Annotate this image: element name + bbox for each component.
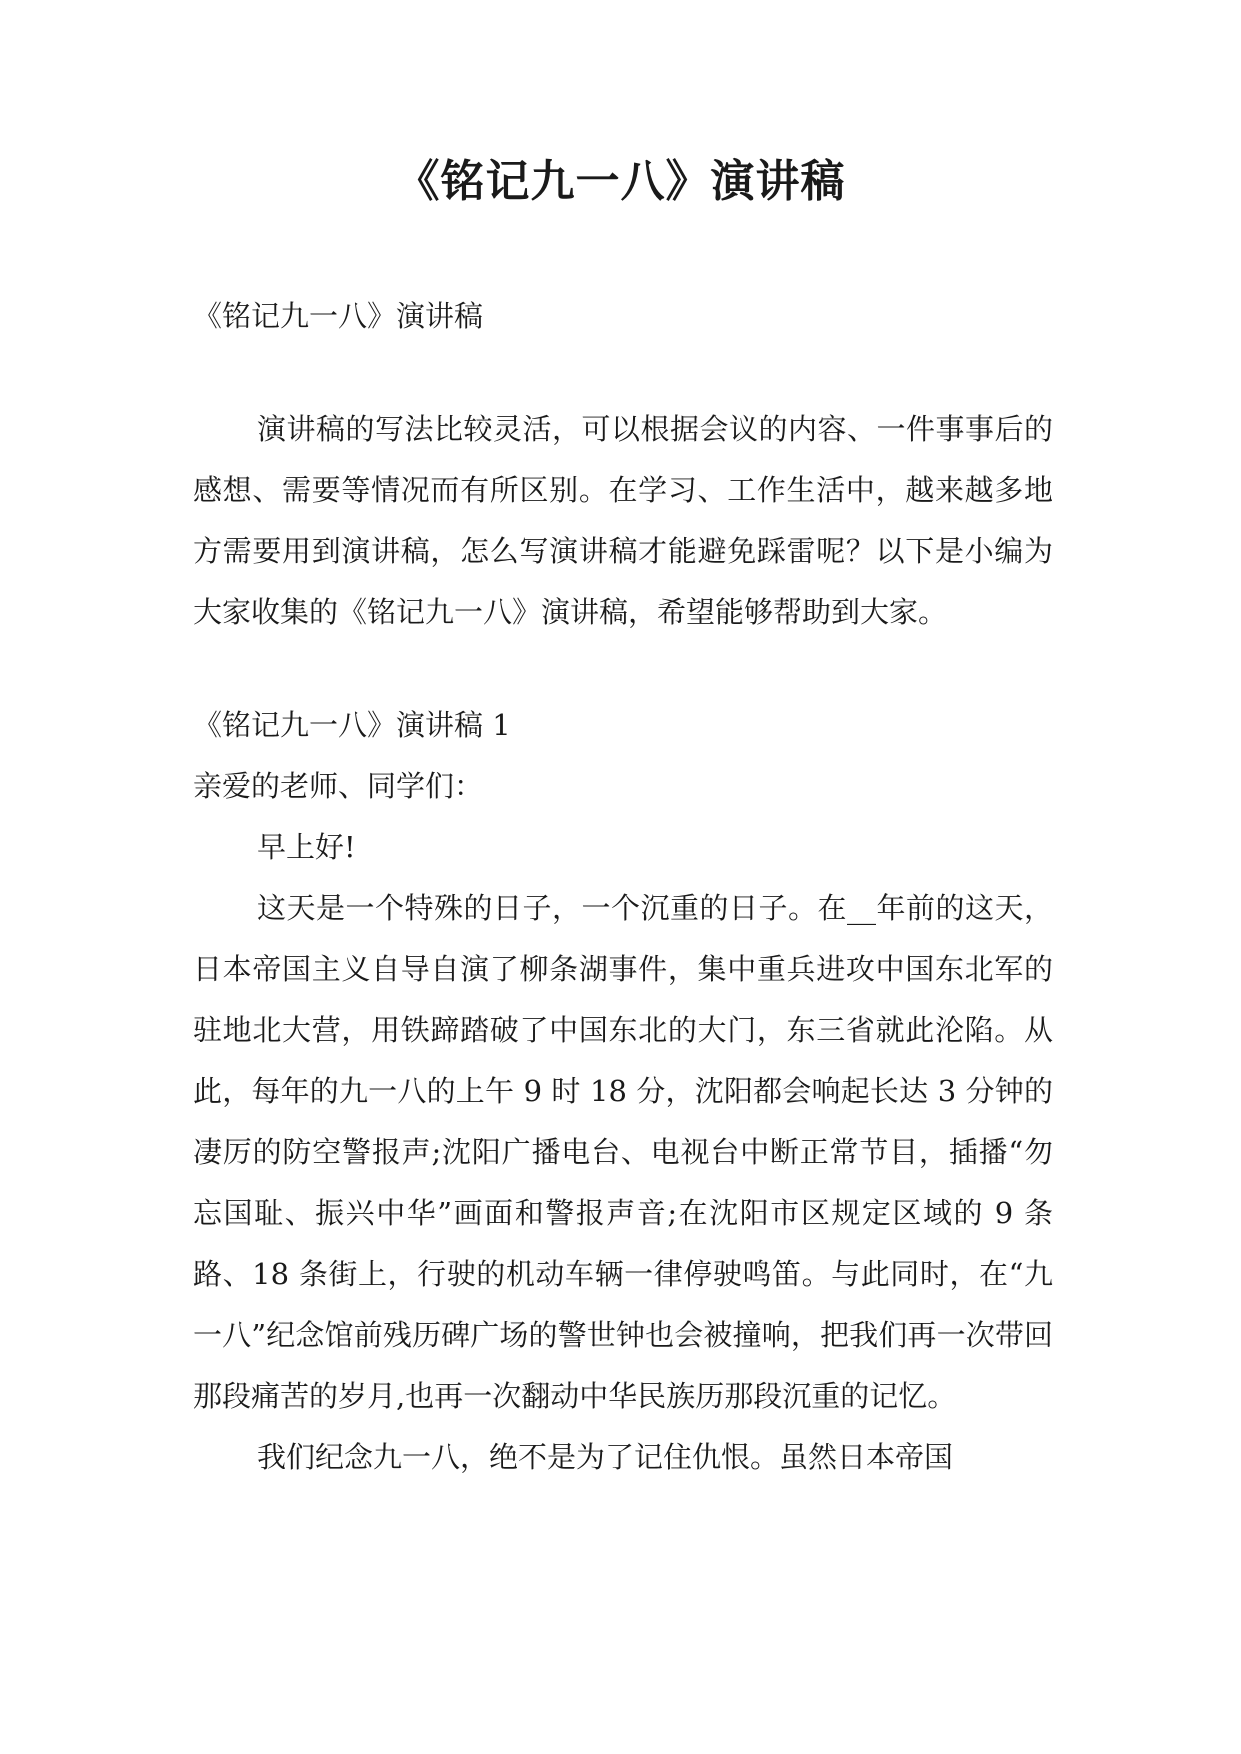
greeting: 早上好! [257,830,356,864]
intro-paragraph: 演讲稿的写法比较灵活，可以根据会议的内容、一件事事后的感想、需要等情况而有所区别。在学习、工作生活中，越来越多地方需要用到演讲稿，怎么写演讲稿才能避免踩雷呢？以下是小编为大家收集的《铭记九一八》演讲稿，希望能够帮助到大家。 [193,412,1053,629]
section-heading: 《铭记九一八》演讲稿 1 [193,708,511,742]
body-paragraph: 我们纪念九一八，绝不是为了记住仇恨。虽然日本帝国 [257,1440,954,1474]
document-body [193,286,1053,1488]
salutation: 亲爱的老师、同学们： [193,769,484,803]
document-subtitle: 《铭记九一八》演讲稿 [193,299,484,333]
document-title: 《铭记九一八》演讲稿 [395,156,846,207]
body-paragraph: 这天是一个特殊的日子，一个沉重的日子。在__年前的这天，日本帝国主义自导自演了柳条湖事件，集中重兵进攻中国东北军的驻地北大营，用铁蹄踏破了中国东北的大门，东三省就此沦陷。从此，每年的九一八的上午 9 时 18 分，沈阳都会响起长达 3 分钟的凄厉的防空警报声;沈阳广播电台、电视台中断正常节目，插播“勿忘国耻、振兴中华”画面和警报声音;在沈阳市区规定区域的 9 条路、18 条街上，行驶的机动车辆一律停驶鸣笛。与此同时，在“九一八”纪念馆前残历碑广场的警世钟也会被撞响，把我们再一次带回那段痛苦的岁月,也再一次翻动中华民族历那段沉重的记忆。 [193,891,1053,1413]
